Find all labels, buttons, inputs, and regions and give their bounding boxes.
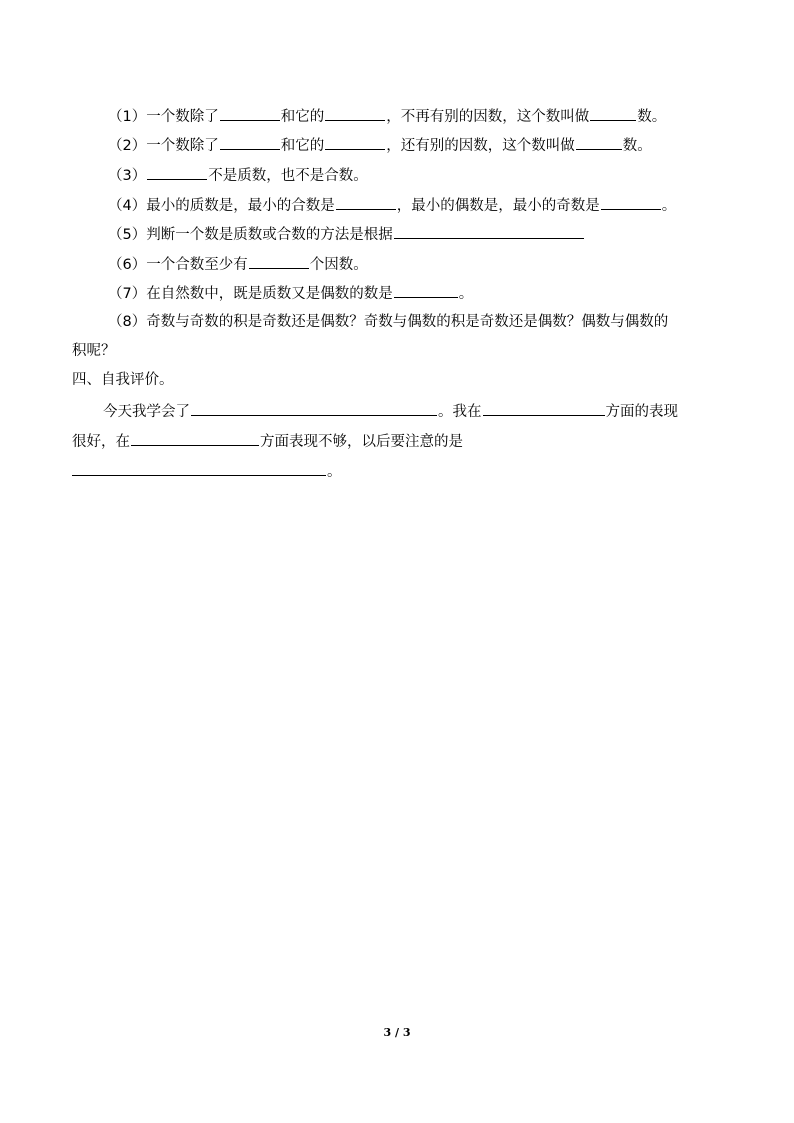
self-eval-text: 方面表现不够，以后要注意的是 [260, 434, 463, 450]
self-eval-line-1 [103, 400, 678, 422]
section-title: 四、自我评价。 [72, 372, 174, 388]
question-text: 一个合数至少有 [146, 257, 248, 273]
answer-blank[interactable] [249, 253, 309, 269]
answer-blank[interactable] [220, 134, 280, 150]
self-eval-text: 很好，在 [72, 434, 130, 450]
question-text: 最小的质数是，最小的合数是 [146, 198, 335, 214]
answer-blank[interactable] [191, 400, 437, 416]
question-text: 数。 [622, 138, 652, 154]
answer-blank[interactable] [72, 460, 326, 476]
question-text: 个因数。 [309, 257, 368, 273]
question-text: 判断一个数是质数或合数的方法是根据 [146, 227, 393, 243]
question-8 [108, 312, 668, 332]
question-text: 积呢？ [72, 343, 116, 359]
question-text: 。 [458, 286, 474, 302]
question-5 [108, 223, 585, 245]
answer-blank[interactable] [394, 223, 584, 239]
question-number: （4） [108, 198, 147, 214]
question-number: （3） [108, 168, 147, 184]
self-eval-text: 今天我学会了 [103, 404, 190, 420]
question-number: （7） [108, 286, 147, 302]
question-number: （5） [108, 227, 147, 243]
answer-blank[interactable] [325, 105, 385, 121]
self-eval-line-3 [72, 460, 342, 482]
question-text: 。 [661, 198, 677, 214]
answer-blank[interactable] [394, 282, 458, 298]
self-eval-text: 。 [327, 464, 342, 480]
question-text: 一个数除了 [146, 138, 219, 154]
page-number: 3 / 3 [383, 1026, 411, 1039]
answer-blank[interactable] [131, 430, 259, 446]
question-7 [108, 282, 473, 304]
question-text: 数。 [637, 109, 667, 125]
question-number: （2） [108, 138, 147, 154]
self-eval-text: 方面的表现 [605, 404, 678, 420]
question-text: 一个数除了 [146, 109, 219, 125]
question-number: （1） [108, 109, 147, 125]
question-text: 在自然数中，既是质数又是偶数的数是 [146, 286, 393, 302]
answer-blank[interactable] [336, 194, 396, 210]
answer-blank[interactable] [483, 400, 605, 416]
question-3 [108, 164, 368, 186]
answer-blank[interactable] [325, 134, 385, 150]
question-number: （6） [108, 257, 147, 273]
question-text: 和它的 [280, 138, 325, 154]
question-number: （8） [108, 314, 147, 330]
question-text: 奇数与奇数的积是奇数还是偶数？奇数与偶数的积是奇数还是偶数？偶数与偶数的 [146, 314, 669, 330]
answer-blank[interactable] [601, 194, 661, 210]
question-6 [108, 253, 368, 275]
answer-blank[interactable] [590, 105, 636, 121]
answer-blank[interactable] [147, 164, 207, 180]
question-8-continued [72, 341, 116, 361]
question-text: ，还有别的因数，这个数叫做 [386, 138, 575, 154]
question-2 [108, 134, 652, 156]
question-text: 和它的 [280, 109, 325, 125]
question-1 [108, 105, 666, 127]
answer-blank[interactable] [220, 105, 280, 121]
self-eval-line-2 [72, 430, 463, 452]
question-text: ，不再有别的因数，这个数叫做 [386, 109, 590, 125]
answer-blank[interactable] [576, 134, 622, 150]
question-text: 不是质数，也不是合数。 [208, 168, 368, 184]
self-eval-text: 。我在 [438, 404, 482, 420]
question-text: ，最小的偶数是，最小的奇数是 [396, 198, 600, 214]
question-4 [108, 194, 676, 216]
